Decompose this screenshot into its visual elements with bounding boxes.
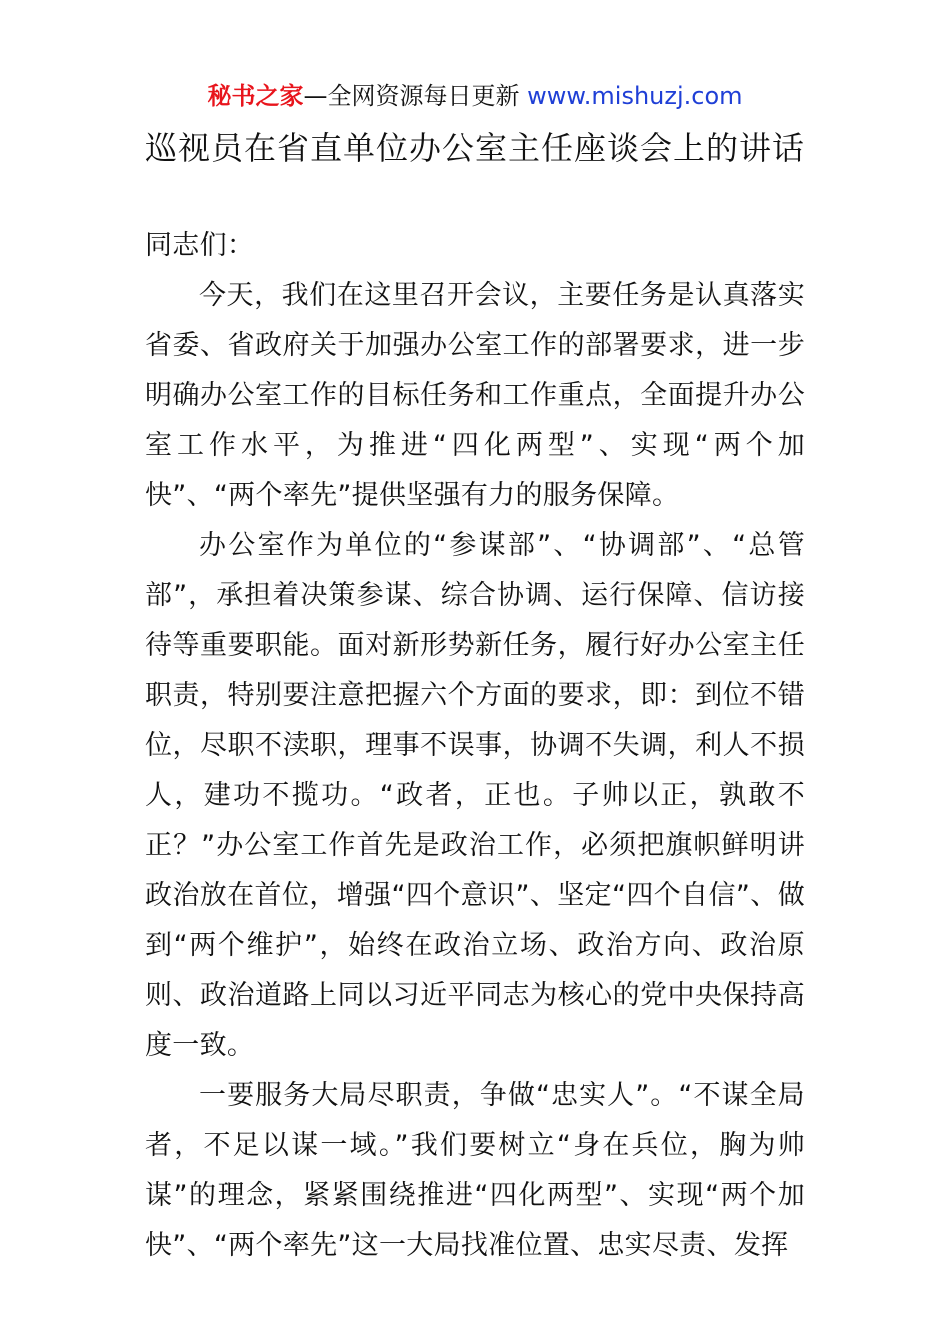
site-url-link[interactable]: www.mishuzj.com xyxy=(527,82,743,110)
salutation: 同志们： xyxy=(145,230,255,261)
site-tagline: —全网资源每日更新 xyxy=(303,82,520,110)
document-title: 巡视员在省直单位办公室主任座谈会上的讲话 xyxy=(144,129,805,167)
paragraph-3: 一要服务大局尽职责，争做“忠实人”。“不谋全局者，不足以谋一域。”我们要树立“身在兵位，胸为帅谋”的理念，紧紧围绕推进“四化两型”、实现“两个加快”、“两个率先”这一大局找准位置、忠实尽责、发挥 xyxy=(145,1080,805,1261)
paragraph-2: 办公室作为单位的“参谋部”、“协调部”、“总管部”，承担着决策参谋、综合协调、运行保障、信访接待等重要职能。面对新形势新任务，履行好办公室主任职责，特别要注意把握六个方面的要求，即：到位不错位，尽职不渎职，理事不误事，协调不失调，利人不损人，建功不揽功。“政者，正也。子帅以正，孰敢不正？”办公室工作首先是政治工作，必须把旗帜鲜明讲政治放在首位，增强“四个意识”、坚定“四个自信”、做到“两个维护”，始终在政治立场、政治方向、政治原则、政治道路上同以习近平同志为核心的党中央保持高度一致。 xyxy=(145,530,805,1061)
site-header xyxy=(0,80,950,112)
site-brand: 秘书之家 xyxy=(207,82,304,110)
paragraph-1: 今天，我们在这里召开会议，主要任务是认真落实省委、省政府关于加强办公室工作的部署要求，进一步明确办公室工作的目标任务和工作重点，全面提升办公室工作水平，为推进“四化两型”、实现“两个加快”、“两个率先”提供坚强有力的服务保障。 xyxy=(145,280,805,511)
document-body xyxy=(145,221,805,1271)
